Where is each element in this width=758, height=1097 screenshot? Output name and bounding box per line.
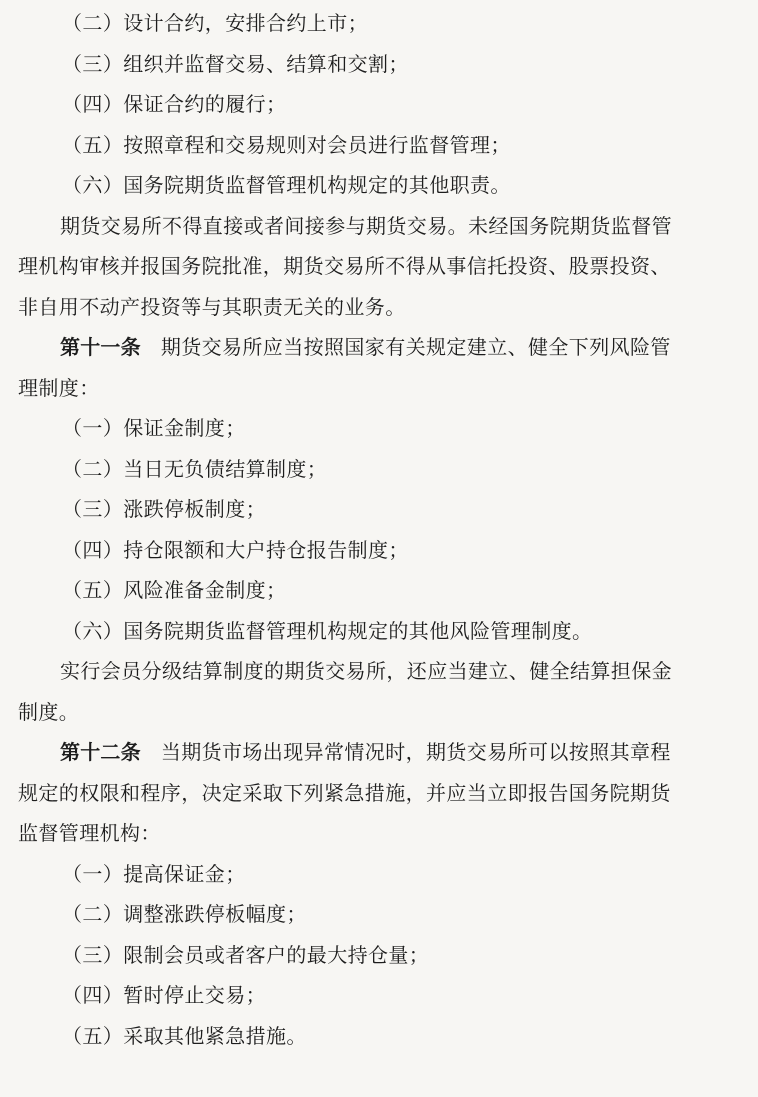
article-11-heading: 第十一条 <box>60 335 141 359</box>
text-line: （五）采取其他紧急措施。 <box>62 1023 307 1048</box>
text-line: （二）设计合约，安排合约上市； <box>62 11 368 35</box>
text-line: （一）保证金制度； <box>62 416 246 440</box>
text-line: 监督管理机构： <box>18 821 161 845</box>
text-line: （二）当日无负债结算制度； <box>62 456 328 481</box>
text-line: 非自用不动产投资等与其职责无关的业务。 <box>18 294 406 319</box>
text-line: 实行会员分级结算制度的期货交易所，还应当建立、健全结算担保金 <box>60 659 672 683</box>
article-12-line <box>18 732 748 773</box>
text-line: （二）调整涨跌停板幅度； <box>62 902 307 926</box>
text-line: （五）按照章程和交易规则对会员进行监督管理； <box>62 132 511 157</box>
text-line: 理制度： <box>18 375 100 400</box>
text-line: （三）涨跌停板制度； <box>62 497 266 521</box>
article-12-text: 当期货市场出现异常情况时，期货交易所可以按照其章程 <box>160 740 671 764</box>
text-line: （一）提高保证金； <box>62 861 246 886</box>
article-12-heading: 第十二条 <box>60 740 141 764</box>
text-line: （四）持仓限额和大户持仓报告制度； <box>62 537 409 562</box>
text-line: （四）暂时停止交易； <box>62 983 266 1007</box>
text-line: 制度。 <box>18 699 80 724</box>
text-line: 规定的权限和程序，决定采取下列紧急措施，并应当立即报告国务院期货 <box>18 780 671 805</box>
text-line: （三）组织并监督交易、结算和交割； <box>62 51 409 76</box>
text-line: 理机构审核并报国务院批准，期货交易所不得从事信托投资、股票投资、 <box>18 254 671 278</box>
text-line: （四）保证合约的履行； <box>62 92 287 116</box>
text-line: （五）风险准备金制度； <box>62 578 287 602</box>
text-line: 期货交易所不得直接或者间接参与期货交易。未经国务院期货监督管 <box>60 213 672 238</box>
text-line: （六）国务院期货监督管理机构规定的其他风险管理制度。 <box>62 618 593 643</box>
article-11-line <box>18 327 748 368</box>
article-11-text: 期货交易所应当按照国家有关规定建立、健全下列风险管 <box>160 335 671 359</box>
text-line: （三）限制会员或者客户的最大持仓量； <box>62 942 430 967</box>
text-line: （六）国务院期货监督管理机构规定的其他职责。 <box>62 173 511 197</box>
